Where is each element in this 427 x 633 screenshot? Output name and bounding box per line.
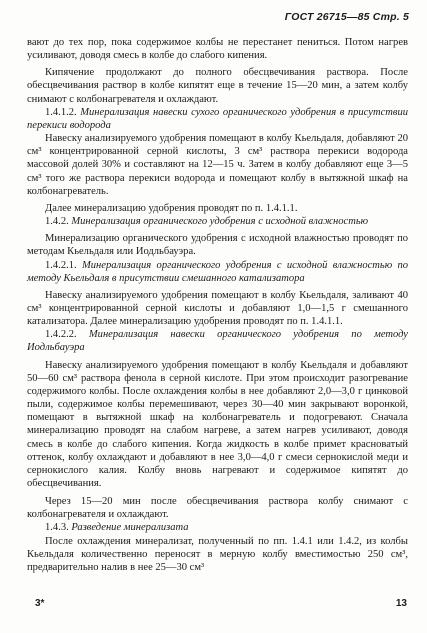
section-title: Минерализация навески сухого органического удобрения в присутствии перекиси водорода (27, 106, 409, 131)
document-body (27, 36, 408, 574)
section-1-4-2-2-heading (27, 328, 408, 354)
paragraph-3: Навеску анализируемого удобрения помещают в колбу Кьельдаля, добавляют 20 см³ концентрированной серной кислоты, 3 см³ раствора перекиси водорода массовой долей 30% и составляют на 12—15 ч. Затем в колбу добавляют еще 3—5 см³ того же раствора перекиси водорода и помещают колбу в вытяжной шкаф на колбонагреватель. (27, 133, 408, 197)
section-title: Минерализация навески органического удобрения по методу Иодльбауэра (27, 329, 408, 354)
section-number: 1.4.1.2. (45, 106, 81, 118)
section-1-4-3-heading (27, 521, 408, 534)
section-title: Минерализация органического удобрения с исходной влажностью (71, 216, 369, 228)
section-number: 1.4.3. (45, 522, 72, 534)
section-title: Минерализация органического удобрения с исходной влажностью по методу Кьельдаля в присутствии смешанного катализатора (27, 259, 409, 284)
signature-mark: 3* (35, 598, 45, 609)
section-title: Разведение минерализата (71, 522, 189, 534)
paragraph-4: Далее минерализацию удобрения проводят по п. 1.4.1.1. (45, 202, 298, 214)
paragraph-7: Навеску анализируемого удобрения помещают в колбу Кьельдаля и добавляют 50—60 см³ раствора фенола в серной кислоте. При этом происходит разогревание содержимого колбы. После охлаждения колбы в нее добавляют 2,0—3,0 г цинковой пыли, содержимое колбы перемешивают, через 30—40 мин закрывают воронкой, помещают в вытяжной шкаф на колбонагреватель и подогревают. Сначала минерализацию проводят на слабом нагреве, а затем нагрев усиливают, доводя смесь в колбе до слабого кипения. Когда жидкость в колбе примет красноватый оттенок, колбу охлаждают и добавляют в нее 3,0—4,0 г смеси сернокислой меди и сернокислого калия. Колбу вновь нагревают и содержимое кипятят до обесцвечивания. (27, 359, 408, 489)
section-1-4-2-1-heading (27, 259, 408, 285)
page-header: ГОСТ 26715—85 Стр. 5 (284, 11, 409, 23)
paragraph-8: Через 15—20 мин после обесцвечивания раствора колбу снимают с колбонагревателя и охлаждают. (27, 496, 408, 521)
paragraph-5: Минерализацию органического удобрения с исходной влажностью проводят по методам Кьельдаля или Иодльбауэра. (27, 233, 408, 258)
section-1-4-2-heading (27, 215, 408, 228)
section-number: 1.4.2.1. (45, 259, 82, 271)
section-1-4-1-2-heading (27, 106, 408, 132)
section-number: 1.4.2. (45, 216, 72, 228)
section-number: 1.4.2.2. (45, 329, 89, 341)
paragraph-9: После охлаждения минерализат, полученный по пп. 1.4.1 или 1.4.2, из колбы Кьельдаля количественно переносят в мерную колбу вместимостью 250 см³, предварительно налив в нее 25—30 см³ (27, 535, 408, 573)
paragraph-1: вают до тех пор, пока содержимое колбы не перестанет пениться. Потом нагрев усиливают, доводя смесь в колбе до слабого кипения. (27, 37, 408, 62)
paragraph-2: Кипячение продолжают до полного обесцвечивания раствора. После обесцвечивания раствор в колбе кипятят еще в течение 15—20 мин, а затем колбу снимают с колбонагревателя и охлаждают. (27, 67, 408, 105)
page-number: 13 (395, 598, 407, 609)
paragraph-6: Навеску анализируемого удобрения помещают в колбу Кьельдаля, заливают 40 см³ концентрированной серной кислоты и добавляют 1,0—1,5 г смешанного катализатора. Далее минерализацию удобрения проводят по п. 1.4.1.1. (27, 289, 408, 328)
